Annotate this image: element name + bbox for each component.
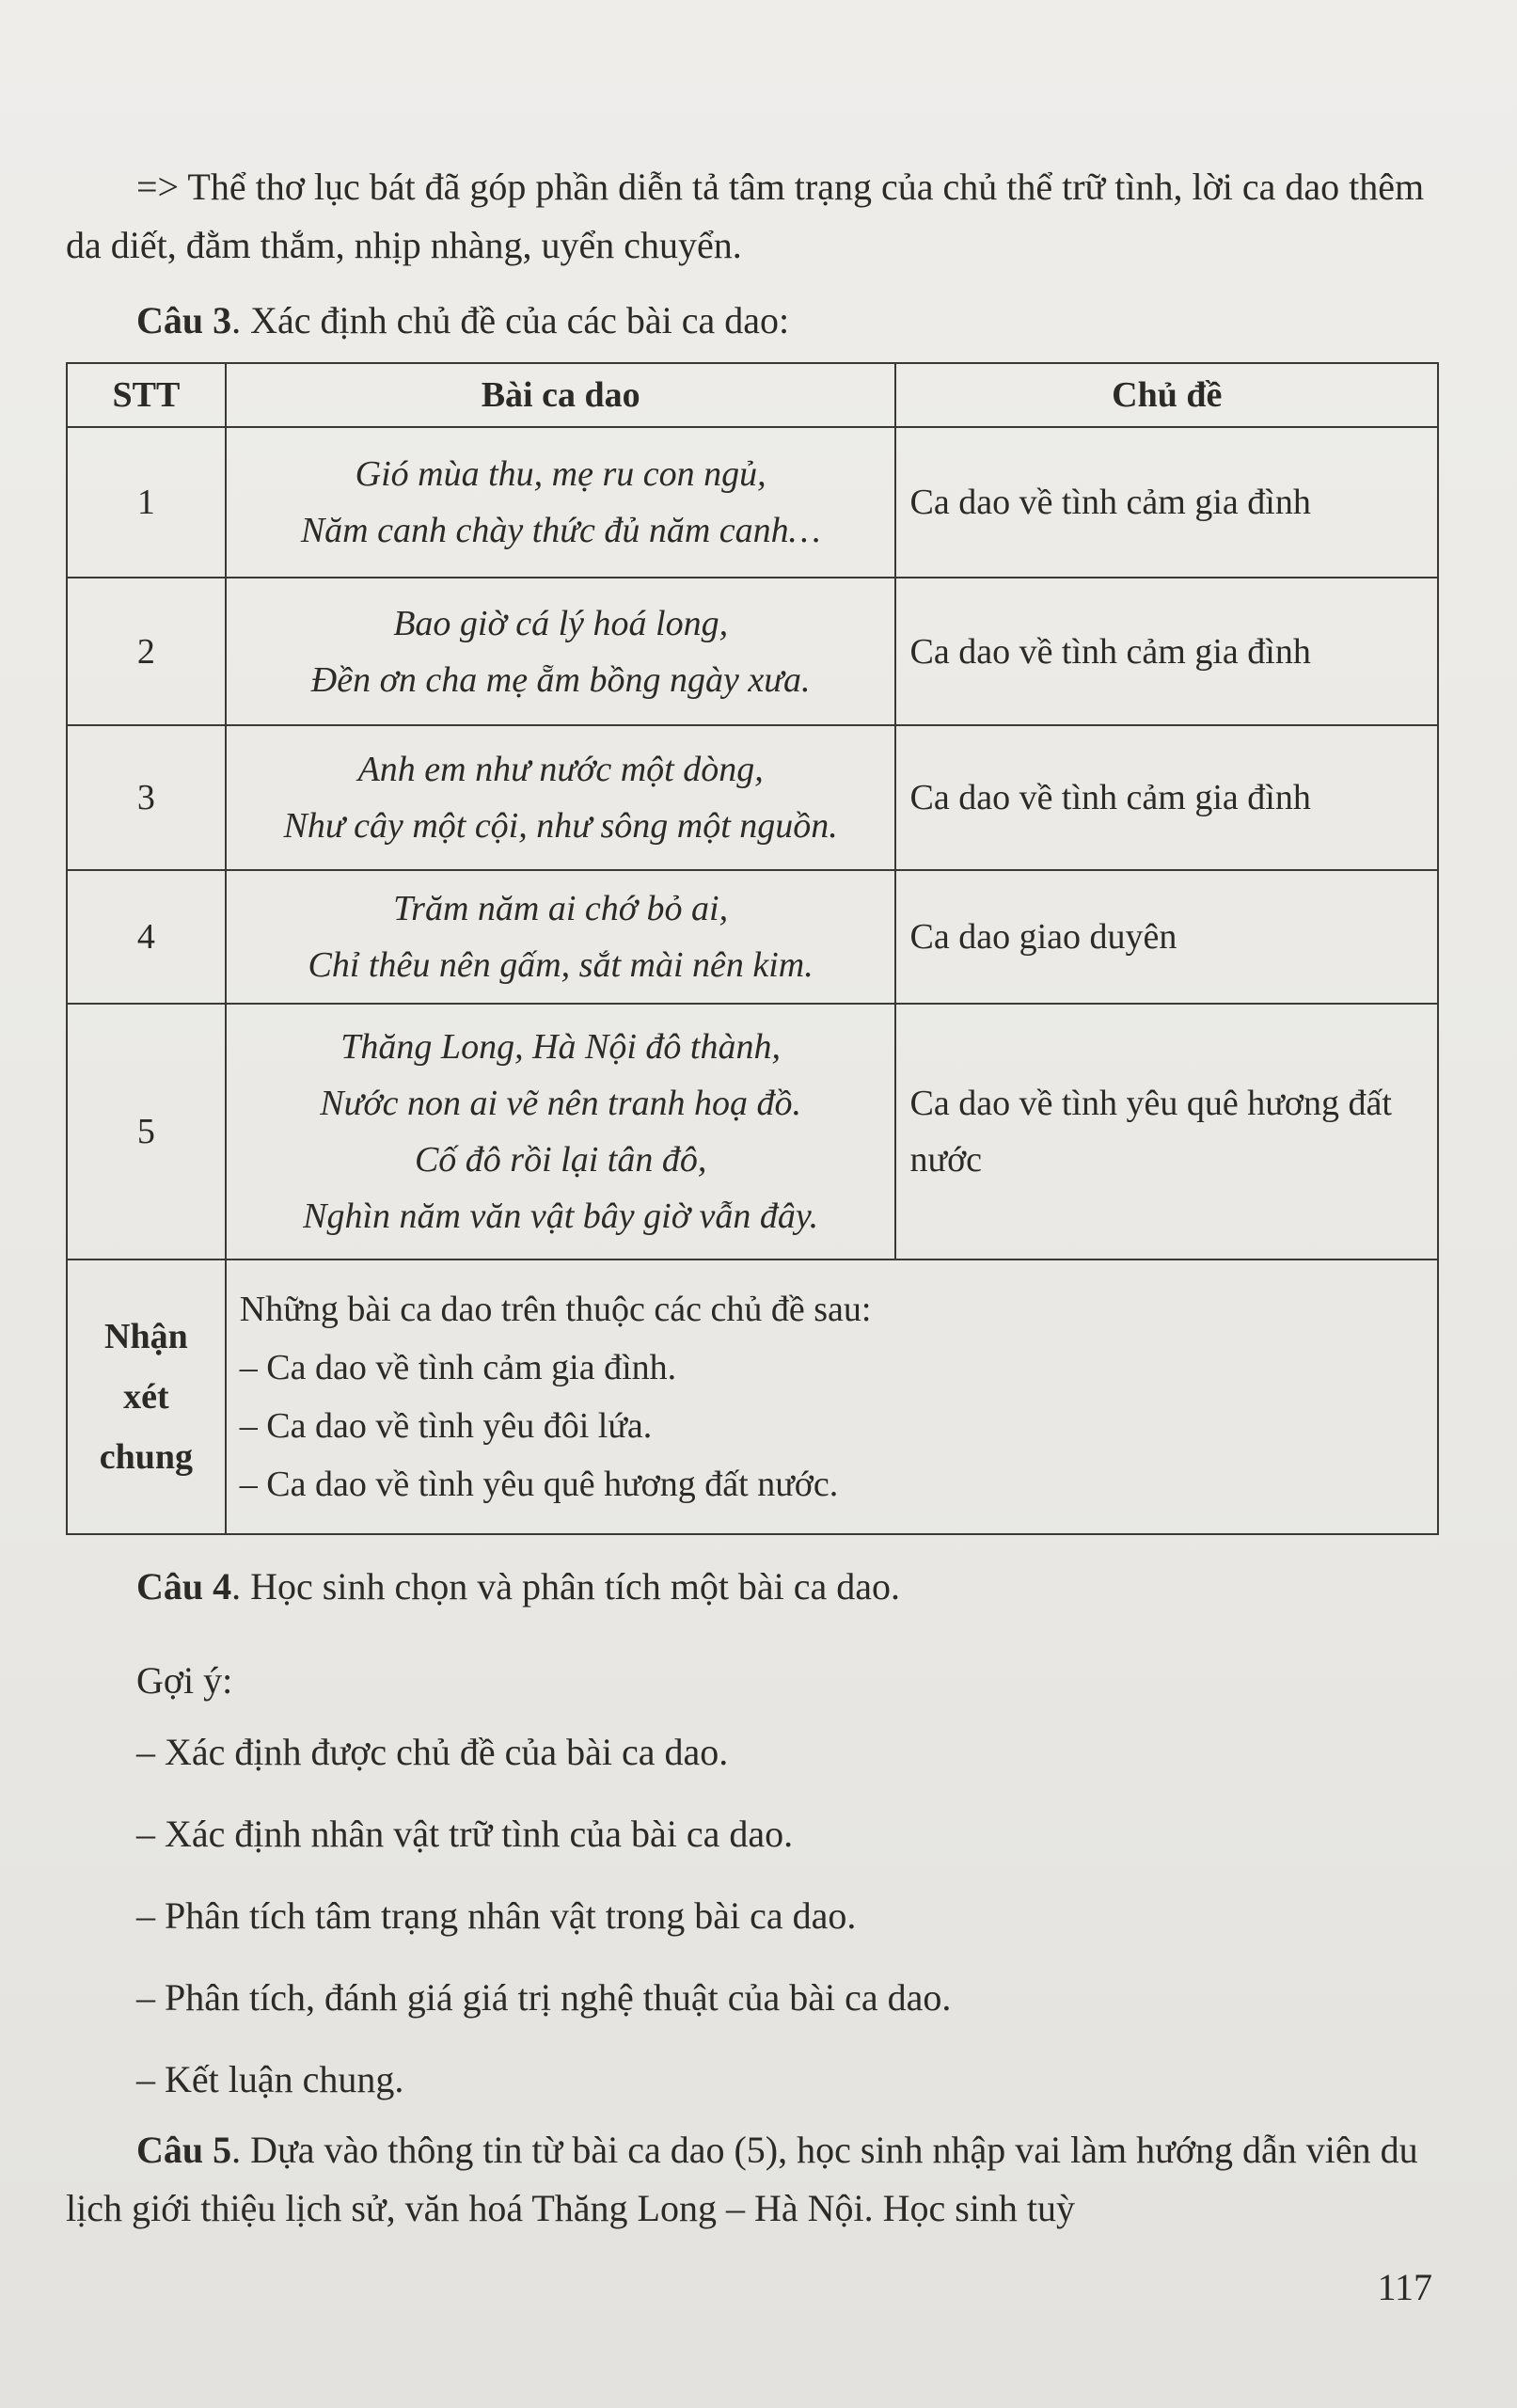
question-5-paragraph: [66, 2121, 1439, 2238]
summary-text: [226, 1259, 1438, 1534]
theme-cell: Ca dao về tình cảm gia đình: [895, 578, 1438, 725]
poem-line: Nước non ai vẽ nên tranh hoạ đồ.: [320, 1084, 801, 1123]
poem-line: Chỉ thêu nên gấm, sắt mài nên kim.: [308, 945, 814, 985]
poem-line: Cố đô rồi lại tân đô,: [414, 1140, 707, 1180]
hint-item: – Xác định nhân vật trữ tình của bài ca dao.: [136, 1813, 794, 1855]
theme-cell: Ca dao về tình cảm gia đình: [895, 725, 1438, 870]
question-3-text: . Xác định chủ đề của các bài ca dao:: [231, 299, 790, 341]
poem-line: Gió mùa thu, mẹ ru con ngủ,: [355, 454, 766, 494]
table-row: [67, 725, 1438, 870]
summary-label: Nhận xét chung: [67, 1259, 226, 1534]
hint-title: Gợi ý:: [136, 1659, 233, 1702]
question-4-label: Câu 4: [136, 1565, 232, 1608]
hint-item: – Phân tích tâm trạng nhân vật trong bài ca dao.: [136, 1894, 857, 1937]
header-stt: STT: [67, 363, 226, 427]
table-row: [67, 1004, 1438, 1259]
table-header-row: [67, 363, 1438, 427]
themes-table: [66, 362, 1439, 1535]
question-3-label: Câu 3: [136, 299, 232, 341]
hint-item: – Kết luận chung.: [136, 2058, 404, 2100]
question-5-label: Câu 5: [136, 2129, 232, 2171]
row-number: 1: [67, 427, 226, 578]
summary-line: – Ca dao về tình yêu quê hương đất nước.: [239, 1465, 839, 1504]
header-theme: Chủ đề: [895, 363, 1438, 427]
poem-cell: [226, 725, 896, 870]
question-3-heading: [66, 292, 1439, 350]
summary-line: Những bài ca dao trên thuộc các chủ đề sau:: [239, 1290, 872, 1329]
question-5-text: . Dựa vào thông tin từ bài ca dao (5), học sinh nhập vai làm hướng dẫn viên du lịch giới thiệu lịch sử, văn hoá Thăng Long – Hà Nội. Học sinh tuỳ: [66, 2129, 1418, 2229]
poem-line: Năm canh chày thức đủ năm canh…: [300, 511, 821, 550]
poem-line: Trăm năm ai chớ bỏ ai,: [393, 889, 729, 928]
poem-line: Bao giờ cá lý hoá long,: [393, 603, 729, 643]
table-row: [67, 870, 1438, 1004]
header-poem: Bài ca dao: [226, 363, 896, 427]
row-number: 4: [67, 870, 226, 1004]
row-number: 2: [67, 578, 226, 725]
table-row: [67, 427, 1438, 578]
summary-line: – Ca dao về tình yêu đôi lứa.: [239, 1406, 653, 1446]
poem-cell: [226, 870, 896, 1004]
theme-cell: Ca dao giao duyên: [895, 870, 1438, 1004]
summary-row: [67, 1259, 1438, 1534]
poem-line: Như cây một cội, như sông một nguồn.: [283, 806, 838, 846]
page-number: 117: [1377, 2266, 1432, 2308]
hint-item: – Phân tích, đánh giá giá trị nghệ thuật của bài ca dao.: [136, 1976, 952, 2019]
table-row: [67, 578, 1438, 725]
poem-line: Nghìn năm văn vật bây giờ vẫn đây.: [303, 1196, 819, 1236]
intro-paragraph: => Thể thơ lục bát đã góp phần diễn tả tâm trạng của chủ thể trữ tình, lời ca dao thêm da diết, đằm thắm, nhịp nhàng, uyển chuyển.: [66, 166, 1425, 266]
hint-item: – Xác định được chủ đề của bài ca dao.: [136, 1731, 729, 1773]
theme-cell: Ca dao về tình cảm gia đình: [895, 427, 1438, 578]
row-number: 5: [67, 1004, 226, 1259]
summary-line: – Ca dao về tình cảm gia đình.: [239, 1348, 677, 1387]
poem-cell: [226, 1004, 896, 1259]
question-4-text: . Học sinh chọn và phân tích một bài ca dao.: [231, 1565, 901, 1608]
poem-cell: [226, 427, 896, 578]
question-4-heading: [66, 1558, 1439, 1616]
poem-cell: [226, 578, 896, 725]
theme-cell: Ca dao về tình yêu quê hương đất nước: [895, 1004, 1438, 1259]
poem-line: Đền ơn cha mẹ ẵm bồng ngày xưa.: [310, 659, 811, 700]
poem-line: Thăng Long, Hà Nội đô thành,: [340, 1027, 781, 1067]
poem-line: Anh em như nước một dòng,: [357, 750, 764, 789]
row-number: 3: [67, 725, 226, 870]
